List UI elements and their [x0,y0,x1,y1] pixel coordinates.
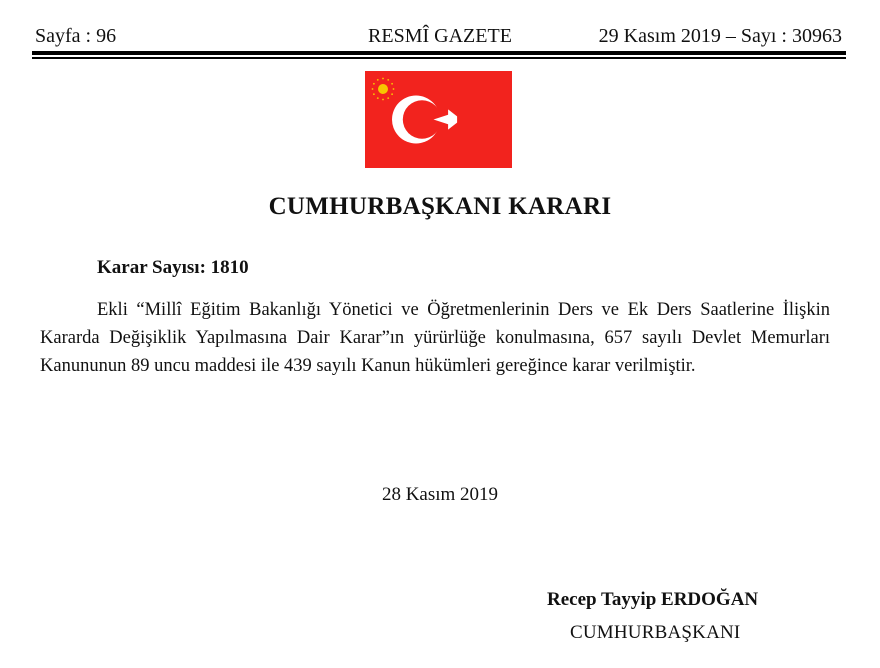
header-rule-thin [32,57,846,59]
issue-date: 29 Kasım 2019 – Sayı : 30963 [598,25,842,47]
header-rule-thick [32,51,846,55]
signatory-name: Recep Tayyip ERDOĞAN [547,589,759,610]
document-title: CUMHURBAŞKANI KARARI [268,193,612,220]
decision-body: Ekli “Millî Eğitim Bakanlığı Yönetici ve Öğretmenlerinin Ders ve Ek Ders Saatlerine İlişkin Kararda Değişiklik Yapılmasına Dair Karar”ın yürürlüğe konulmasına, 657 sayılı Devlet Memurları Kanununun 89 uncu maddesi ile 439 sayılı Kanun hükümleri gereğince karar verilmiştir. [40,300,830,376]
decision-date: 28 Kasım 2019 [381,484,499,505]
presidential-flag-icon [365,71,512,168]
signatory-title: CUMHURBAŞKANI [570,622,741,643]
page-number: Sayfa : 96 [35,25,117,47]
decision-number: Karar Sayısı: 1810 [97,257,249,278]
publication-title: RESMÎ GAZETE [368,25,512,47]
